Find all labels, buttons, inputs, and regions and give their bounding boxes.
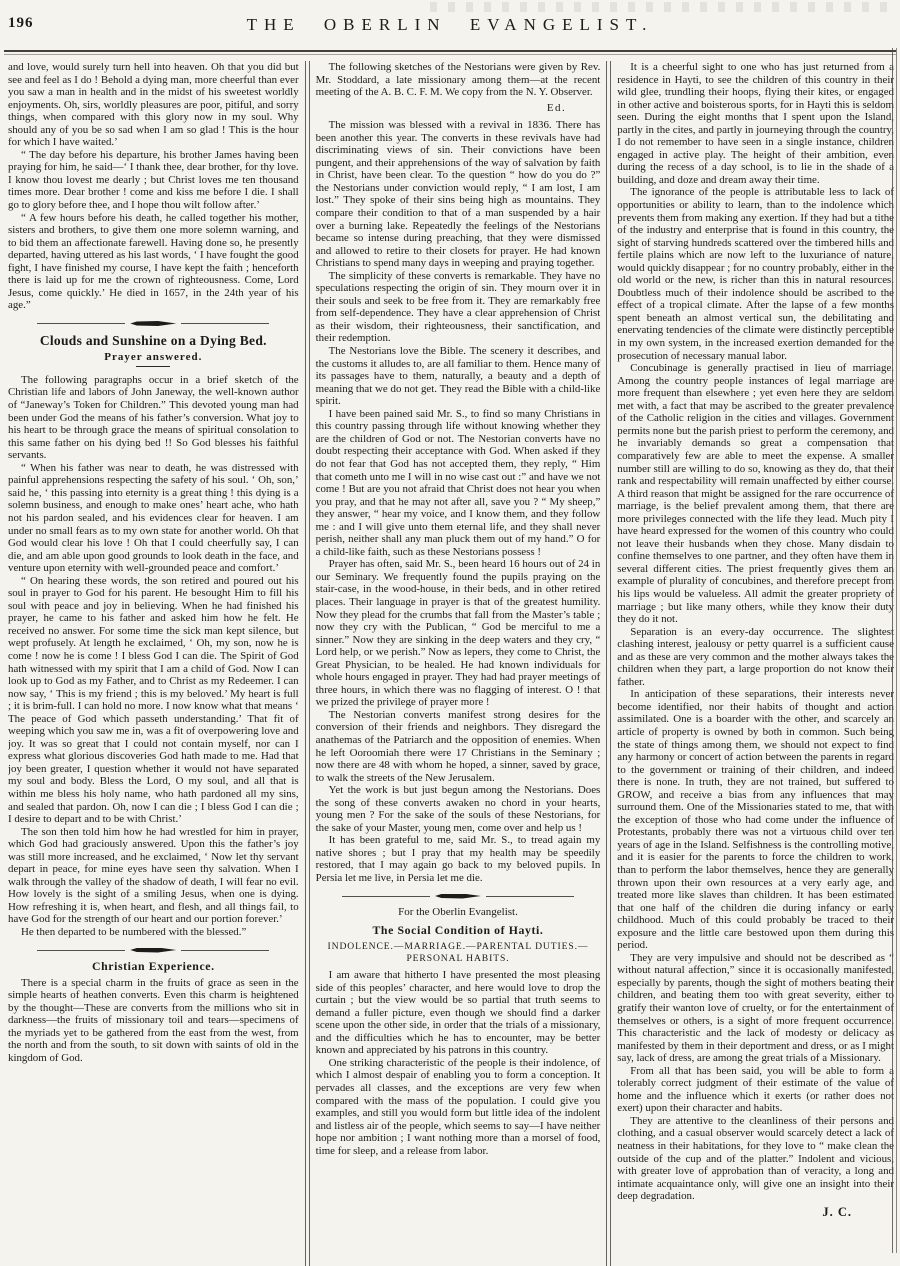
paragraph: It has been grateful to me, said Mr. S., to tread again my native shores ; but I pray that my health may be speedily restored, that I may again go back to my beloved pupils. In Persia let me live, in Persia let me die. [315, 834, 601, 884]
section-divider [8, 321, 299, 326]
columns-container [8, 61, 896, 1266]
column-divider [305, 61, 310, 1266]
masthead [8, 6, 892, 46]
paragraph: In anticipation of these separations, their interests never become identified, nor their habits of thought and action assimilated. One is a boarder with the other, and scarcely an article of property is owned by both in common. Such being the state of things among them, we should not expect to find any harmony or concert of action between the parents in regard to the government or training of their children, and indeed there is none. In truth, they are not trained, but suffered to GROW, and receive a bias from any influences that may surround them. One of the Missionaries stated to me, that with the exception of those who had come under the influence of Protestants, probably there was not a virtuous child over ten years of age in the Island. Selfishness is the controlling motive, and it is easier for the parents to force the children to work, than to perform the labor themselves, hence they are generally thrown upon their own resources at a very early age, and treated more like slaves than children. It has been estimated that one half of the children die during infancy or early childhood. Much of this could probably be traced to their exposure and the little care bestowed upon them during this period. [617, 688, 894, 952]
column-2 [311, 61, 606, 1266]
paragraph: The mission was blessed with a revival in 1836. There has been another this year. The converts in these revivals have had discriminating views of sin. Their convictions have been pungent, and their apprehensions of the way of salvation by faith in Christ, have been clear. To the question “ how do you do ?” the Nestorians under conviction would reply, “ I am lost, I am lost.” They spoke of their sins being high as mountains. They compare their condition to that of a man suspended by a hair over a burning lake. Repeatedly the feelings of the Nestorians became so intense during preaching, that they were dismissed and allowed to retire to their closets for prayer. He had known Christians to spend many days in weeping and praying together. [315, 119, 601, 270]
divider-line [37, 950, 125, 951]
paragraph: Separation is an every-day occurrence. The slightest clashing interest, jealousy or petty quarrel is a sufficient cause and as these are very common and the mother always takes the children when they part, a large proportion do not know their father. [617, 625, 894, 688]
paragraph: “ On hearing these words, the son retired and poured out his soul in prayer to God for his parent. He besought Him to fill his soul with peace and joy in believing. When he had finished his prayer, he came to his father and asked him how he felt. He received no answer. For some time the sick man kept silence, but wept profusely. At length he exclaimed, ‘ Oh, my son, now he is come ! now he is come ! I bless God I can die. The Spirit of God hath witnessed with my spirit that I am a child of God. Now I can look up to God as my Father, and to Christ as my Redeemer. I can now say, ‘ This is my friend ; this is my beloved.’ My heart is full ; it is brim-full. I can hold no more. I now know what that means ‘ The peace of God which passeth understanding.’ That fit of weeping which you saw me in, was a fit of overpowering love and joy. It was so great that I could not contain myself, nor can I express what glorious discoveries God hath made to me. Had that joy been greater, I question whether it would not have separated my soul and body. Bless the Lord, O my soul, and all that is within me bless his holy name, who hath pardoned all my sins, and sealed that pardon. Oh, now I can die ; I bless God I can die ; I desire to depart and to be with Christ.’ [8, 574, 299, 826]
paragraph: The following sketches of the Nestorians were given by Rev. Mr. Stoddard, a late missionary among them—at the recent meeting of the A. B. C. F. M. We copy from the N. Y. Observer. [315, 61, 601, 99]
header-rule [4, 50, 896, 57]
article-title: The Social Condition of Hayti. [372, 923, 544, 938]
paragraph: “ When his father was near to death, he was distressed with painful apprehensions respecting the safety of his soul. ‘ Oh, son,’ said he, ‘ this passing into eternity is a great thing ! this dying is a solemn business, and enough to make ones’ heart ache, who hath not his pardon sealed, and his evidences clear for heaven. I am under no small fears as to my own state for another world. Oh that God would clear his love ! Oh that I could cheerfully say, I can die, and am able upon good grounds to look death in the face, and venture upon eternity with well-grounded peace and comfort.’ [8, 461, 299, 575]
column-divider [606, 61, 611, 1266]
paragraph: “ The day before his departure, his brother James having been praying for him, he said—‘ I thank thee, dear brother, for thy love. I know thou lovest me dearly ; but Christ loves me ten thousand times more. Dear brother ! come and kiss me before I die. I shall go to glory before thee, and I hope thou wilt follow after.’ [8, 148, 299, 212]
section-divider [316, 894, 601, 899]
article-subtitle: Prayer answered. [104, 350, 203, 363]
paragraph: The Nestorians love the Bible. The scenery it describes, and the customs it alludes to, are all familiar to them. Hence many of its passages have to them, naturally, a beauty and a depth of meaning that we do not get. They read the Bible with a child-like spirit. [315, 345, 601, 408]
paragraph: It is a cheerful sight to one who has just returned from a residence in Hayti, to see the children of this country in their wild glee, trundling their hoops, flying their kites, or engaged in other active and boisterous sports, for in Hayti this is seldom seen. During the eight months that I spent upon the Island, partly in the cites, and partly in journeying through the country, I do not remember to have seen in a single instance, children engaged in active play. The height of their ambition, even during the recess of a day school, is to lie in the shade of a building, and doze and dream away their time. [617, 61, 894, 186]
paragraph: They are very impulsive and should not be described as “ without natural affection,” since it is occasionally manifested, especially by parents, though the sight of mothers beating their children, and beating them too with great severity, either to gratify their wanton love of cruelty, or for the entertainment of themselves or others, is a sight of more frequent occurrence. This characteristic and the lack of modesty or delicacy as manifested by them in their deportment and dress, or as I might say, lack of dress, are among the great trials of a Missionary. [617, 951, 894, 1065]
divider-ornament-icon [130, 321, 176, 326]
paragraph: He then departed to be numbered with the blessed.” [21, 926, 247, 938]
short-rule [136, 366, 170, 367]
divider-line [181, 323, 269, 324]
editor-initials: Ed. [546, 101, 567, 114]
paragraph: They are attentive to the cleanliness of their persons and clothing, and a casual observer would scarcely detect a lack of neatness in their habitations, for they love to “ make clean the outside of the cup and of the platter.” Indolent and vicious, with greater love of approbation than of veracity, a long and intimate acquaintance only, will give one an insight into their deep degradation. [617, 1114, 894, 1203]
article-title: Christian Experience. [91, 958, 215, 973]
paragraph: The following paragraphs occur in a brief sketch of the Christian life and labors of John Janeway, the well-known author of “Janeway’s Token for Children.” This devoted young man had been under God the means of his father’s conversion. What joy to his heart to be through grace the means of spiritual consolation to this same father on his dying bed !! So God blesses his faithful servants. [8, 373, 299, 462]
paragraph: The ignorance of the people is attributable less to lack of opportunities or ability to learn, than to the indolence which prevents them from making any exertion. If they had but a tithe of the industry and enterprise that is found in this country, the sight of starving hundreds scattered over the timbered hills and fertile plains which are now left to the luxuriance of nature, would quickly disappear ; for no country probably, either in the old world or the new, is richer than this in natural resources. Doubtless much of their indolence should be ascribed to the effect of a tropical climate. After the lapse of a few months spent beneath an almost vertical sun, the debilitating and enervating tendencies of the climate were distinctly perceptible in my own system, in the increased exertion demanded for the prosecution of necessary manual labor. [617, 186, 894, 362]
paragraph: The simplicity of these converts is remarkable. They have no speculations respecting the origin of sin. They mourn over it in their souls and seek to be free from it. They are remarkably free from self-dependence. They have a clear apprehension of Christ as their wisdom, their righteousness, their sanctification, and their redemption. [315, 269, 601, 345]
divider-line [181, 950, 269, 951]
article-topics-line: INDOLENCE.—MARRIAGE.—PARENTAL DUTIES.—PERSONAL HABITS. [327, 941, 589, 964]
page-number: 196 [8, 15, 34, 31]
divider-line [37, 323, 125, 324]
paragraph: The Nestorian converts manifest strong desires for the conversion of their friends and neighbors. They disregard the anathemas of the Patriarch and the opposition of enemies. When he left Ooroomiah there were 17 Christians in the Seminary ; now there are 48 with whom he hoped, a sinner, saved by grace, to walk the streets of the New Jerusalem. [315, 708, 601, 784]
column-3 [612, 61, 896, 1266]
paragraph: From all that has been said, you will be able to form a tolerably correct judgment of their estimate of the value of home and the influence which it exerts (or rather does not exert) upon their character and habits. [617, 1064, 894, 1115]
paragraph: Yet the work is but just begun among the Nestorians. Does the song of these converts awaken no chord in your hearts, young men ? For the sake of the souls of these Nestorians, for the sake of your Master, young men, come over and help us ! [315, 784, 601, 834]
paragraph: I have been pained said Mr. S., to find so many Christians in this country passing through life without knowing whether they are the children of God or not. The Nestorian converts have no doubt respecting their acceptance with God. When asked if they do not fear that God has not accepted them, they reply, “ Him that cometh unto me I will in no wise cast out :” and have we not come ! But are you not afraid that Christ does not hear you when you pray, and that he may not after all, save you ? “ My sheep,” they answer, “ hear my voice, and I know them, and they follow me : and I will give unto them eternal life, and they shall never perish, neither shall any man pluck them out of my hand.” O for a child-like faith, such as these Nestorians possess ! [315, 407, 601, 558]
paragraph: Concubinage is generally practised in lieu of marriage. Among the country people instances of legal marriage are more frequent than elsewhere ; yet even here they are seldom met with, a fact that may be ascribed to the greater prevalence of the Catholic religion in the cities and villages. Government permits none but the parish priest to perform the ceremony, and he invariably demands so great a compensation that comparatively few are able to meet the expense. A smaller number still are willing to do so, knowing as they do, that their rank and respectability will remain unaffected by either course. A third reason that might be assigned for the rare occurrence of marriage, is the belief prevalent among them, that there are more privileges connected with the life they lead. Much pity I have heard expressed for the women of this country who could not leave their husbands when they chose. Many disdain to confine themselves to one partner, and they often have them in several different cities. The priest frequently gives them an example of plurality of concubines, and therefore precept from his lips would be valueless. All admit the greater propriety of marriage ; but like many others, while they know their duty they do it not. [617, 362, 894, 626]
divider-ornament-icon [435, 894, 481, 899]
divider-line [342, 896, 430, 897]
paragraph: There is a special charm in the fruits of grace as seen in the simple hearts of heathen converts. Even this charm is heightened by the thought—These are converts from the millions who sit in darkness—the fruits of missionary toil and tears—specimens of the myriads yet to be gathered from the east from the west, from the north and from the south, to sit down with saints of old in the kingdom of God. [8, 976, 299, 1064]
author-initials: J. C. [822, 1204, 852, 1219]
paragraph: I am aware that hitherto I have presented the most pleasing side of this peoples’ character, and here would love to drop the curtain ; but the view would be so partial that truth seems to demand a fuller picture, even though we should find a darker scene upon the other side, in order that the trials of a missionary, and the difficulties which he has to encounter, may be better known and appreciated by his patrons in this country. [315, 969, 601, 1057]
paragraph: “ A few hours before his death, he called together his mother, sisters and brothers, to give them one more solemn warning, and to bid them an affectionate farewell. Having done so, he presently departed, having uttered as his last words, ‘ I have fought the good fight, I have finished my course, I have kept the faith ; henceforth there is laid up for me the crown of righteousness. Come, Lord Jesus, come quickly.’ He died in 1657, in the 24th year of his age.” [8, 211, 299, 312]
newspaper-title: THE OBERLIN EVANGELIST. [246, 15, 654, 34]
article-title: Clouds and Sunshine on a Dying Bed. [39, 332, 267, 348]
divider-ornament-icon [130, 948, 176, 953]
column-1 [8, 61, 304, 1266]
paragraph: The son then told him how he had wrestled for him in prayer, which God had graciously answered. Upon this the father’s joy was still more increased, and he exclaimed, ‘ Now let thy servant depart in peace, for mine eyes have seen thy salvation. When I walk through the valley of the shadow of death, I will fear no evil. How lovely is the sight of a smiling Jesus, when one is dying. How refreshing it is, when heart, and flesh, and all things fail, to have God for the strength of our heart and our portion forever.’ [8, 825, 299, 926]
section-divider [8, 948, 299, 953]
paragraph: One striking characteristic of the people is their indolence, of which I almost despair of enabling you to form a conception. It pervades all classes, and the exceptions are very few when compared with the mass of the population. I could give you examples, and still you would form but little idea of the indolent and listless air of the people, which seems to say—I have neither hope nor ambition ; I want nothing more than a morsel of food, time for sleep, and a release from labor. [315, 1056, 601, 1157]
divider-line [486, 896, 574, 897]
paragraph: Prayer has often, said Mr. S., been heard 16 hours out of 24 in our Seminary. We frequently found the pupils praying on the stair-case, in the wood-house, in their beds, and in other retired places. Their language in prayer is that of the greatest humility. Now they plead for the crumbs that fall from the Master’s table ; now they cry with the Publican, “ God be merciful to me a sinner.” Now they are sinking in the deep waters and they cry, “ Lord help, or we perish.” Now as lepers, they come to Christ, the Great Physician, to be healed. He had known individuals for whole hours engaged in prayer. They had had prayer meetings of three hours, in which there was no flagging of interest. O ! that we prized the privilege of prayer more ! [315, 558, 601, 709]
page-edge-rule [892, 48, 897, 1253]
credit-line: For the Oberlin Evangelist. [398, 905, 518, 918]
paragraph: and love, would surely turn hell into heaven. Oh that you did but see and feel as I do ! Behold a dying man, more cheerful than ever you saw a man in health and in the midst of his sweetest worldly enjoyments. Oh, sirs, worldly pleasures are poor, pitiful, and sorry things, when compared with this glory now in my soul. Why should any of you be so sad when I am so glad ! This is the hour for which I have waited.’ [8, 61, 299, 149]
